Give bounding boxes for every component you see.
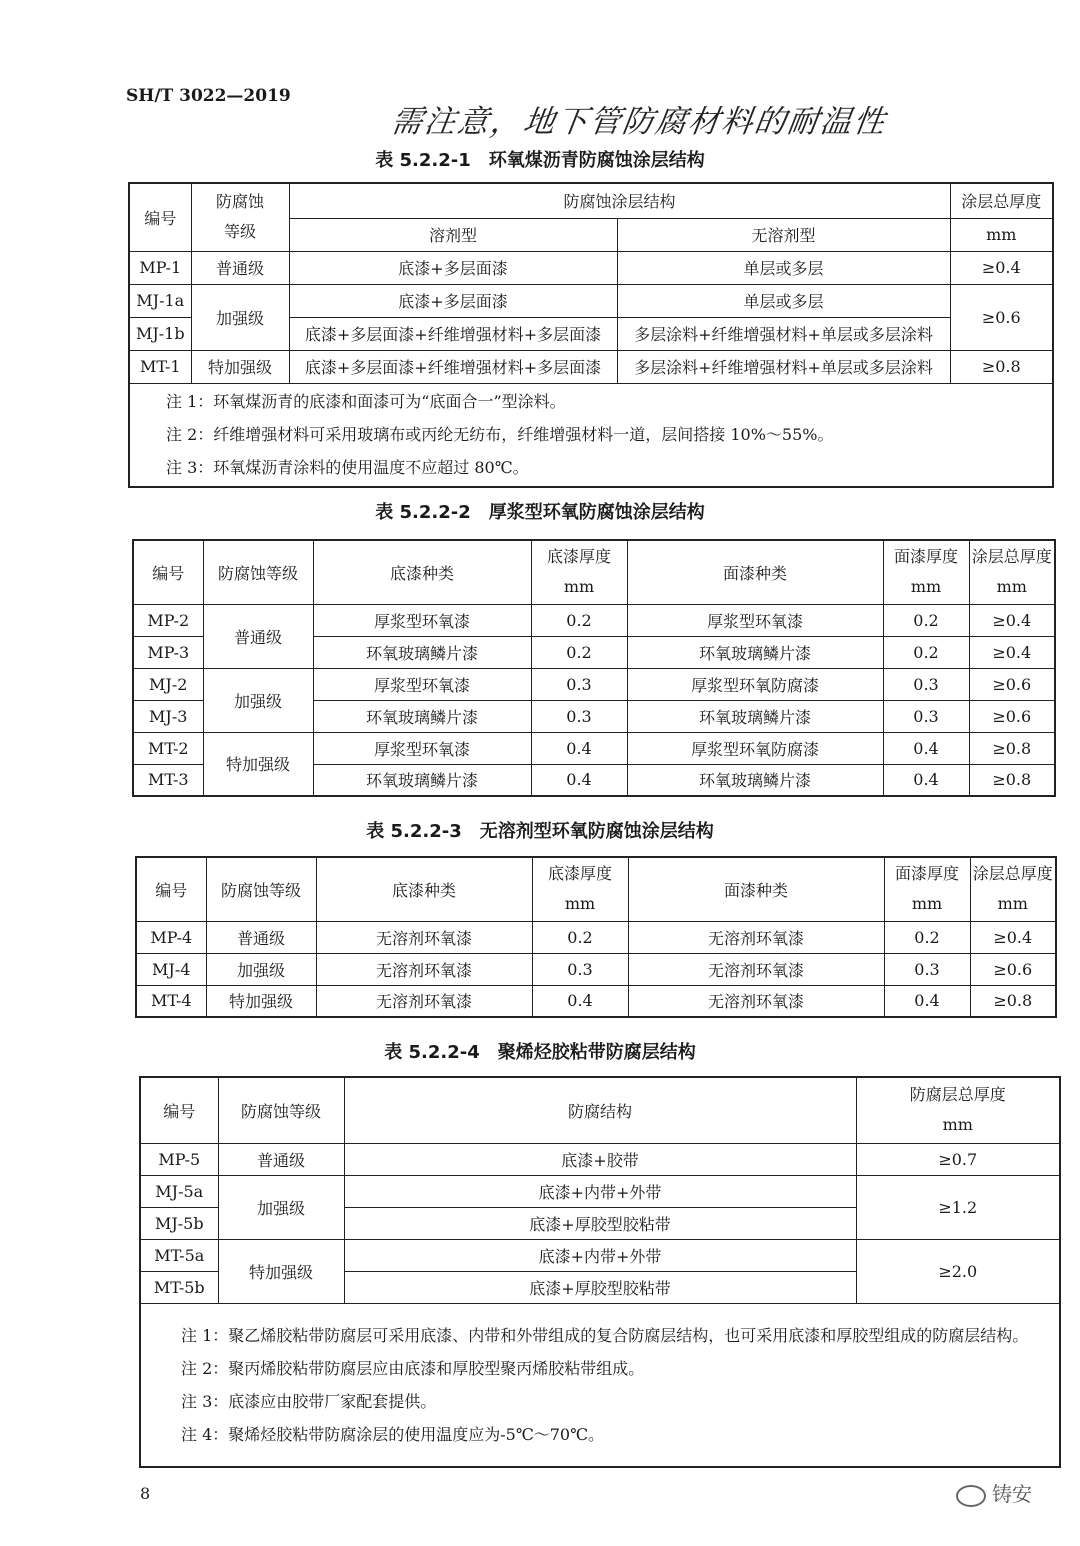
t2-h-unit: mm <box>563 577 595 597</box>
t3-h-top-thk <box>884 857 970 921</box>
table2-caption: 表 5.2.2-2 厚浆型环氧防腐蚀涂层结构 <box>375 502 705 523</box>
t1-h-total: 涂层总厚度 <box>950 183 1053 218</box>
table-cell: 0.4 <box>883 732 969 764</box>
t2-h-primer-thk <box>531 540 627 604</box>
t2-h-unit: mm <box>996 577 1027 597</box>
table-cell: ≥0.6 <box>950 284 1053 350</box>
table-cell: MJ-2 <box>133 668 203 700</box>
table-cell: 无溶剂环氧漆 <box>316 953 532 985</box>
table-cell: 0.4 <box>883 764 969 796</box>
t2-h-total <box>969 540 1055 604</box>
t3-h-unit: mm <box>564 894 596 914</box>
table-cell: 底漆+内带+外带 <box>344 1175 856 1207</box>
table-cell: MP-3 <box>133 636 203 668</box>
t1-notes <box>129 383 1053 487</box>
table-cell: 底漆+胶带 <box>344 1143 856 1175</box>
table-cell: 单层或多层 <box>617 251 950 284</box>
t2-h-primer-thk-label: 底漆厚度 <box>546 547 611 567</box>
t3-h-top-thk-label: 面漆厚度 <box>894 864 959 884</box>
table-cell: 无溶剂环氧漆 <box>316 921 532 953</box>
t3-h-id: 编号 <box>136 857 206 921</box>
t3-h-grade: 防腐蚀等级 <box>206 857 316 921</box>
table-cell: 普通级 <box>191 251 289 284</box>
t4-h-unit: mm <box>942 1115 973 1135</box>
table-cell: 环氧玻璃鳞片漆 <box>313 764 531 796</box>
t4-h-structure: 防腐结构 <box>344 1077 856 1143</box>
table-cell: 0.2 <box>532 921 628 953</box>
t2-h-primer: 底漆种类 <box>313 540 531 604</box>
t4-h-grade: 防腐蚀等级 <box>218 1077 344 1143</box>
table-cell: 环氧玻璃鳞片漆 <box>627 636 883 668</box>
table-cell: 厚浆型环氧漆 <box>627 604 883 636</box>
t1-h-id: 编号 <box>129 183 191 251</box>
table-cell: MJ-1b <box>129 317 191 350</box>
table-cell: MJ-4 <box>136 953 206 985</box>
table-cell: 厚浆型环氧漆 <box>313 732 531 764</box>
t2-h-unit: mm <box>910 577 942 597</box>
note: 注 1：聚乙烯胶粘带防腐层可采用底漆、内带和外带组成的复合防腐层结构，也可采用底漆和厚胶型组成的防腐层结构。 <box>181 1325 1029 1345</box>
t4-notes <box>140 1303 1060 1467</box>
table-cell: 0.3 <box>531 700 627 732</box>
table3 <box>135 856 1057 1018</box>
standard-code: SH/T 3022—2019 <box>126 86 291 106</box>
table-cell: MJ-5b <box>140 1207 218 1239</box>
table-cell: 底漆+多层面漆 <box>289 251 617 284</box>
t3-h-total-label: 涂层总厚度 <box>972 864 1053 884</box>
table-cell: ≥0.6 <box>970 953 1056 985</box>
table-cell: MT-5a <box>140 1239 218 1271</box>
t3-h-total <box>970 857 1056 921</box>
table-cell: 厚浆型环氧漆 <box>313 668 531 700</box>
table-cell: MT-2 <box>133 732 203 764</box>
table-cell: 0.3 <box>883 700 969 732</box>
table-cell: 0.3 <box>532 953 628 985</box>
table-cell: MJ-1a <box>129 284 191 317</box>
table-cell: ≥0.4 <box>969 636 1055 668</box>
table-cell: 0.2 <box>883 604 969 636</box>
table-cell: MT-5b <box>140 1271 218 1303</box>
table-cell: 0.2 <box>884 921 970 953</box>
table-cell: 厚浆型环氧防腐漆 <box>627 668 883 700</box>
t1-h-structure: 防腐蚀涂层结构 <box>289 183 950 218</box>
table-cell: 无溶剂环氧漆 <box>316 985 532 1017</box>
watermark-text: 铸安 <box>992 1482 1032 1506</box>
table-cell: 0.2 <box>531 636 627 668</box>
table-cell: 0.4 <box>532 985 628 1017</box>
table-cell: 单层或多层 <box>617 284 950 317</box>
table-cell: 普通级 <box>206 921 316 953</box>
table-cell: 加强级 <box>191 284 289 350</box>
table-cell: MJ-3 <box>133 700 203 732</box>
table-cell: 底漆+内带+外带 <box>344 1239 856 1271</box>
table-cell: 0.3 <box>883 668 969 700</box>
table-cell: ≥0.8 <box>969 732 1055 764</box>
table-cell: 特加强级 <box>206 985 316 1017</box>
table-cell: MT-1 <box>129 350 191 383</box>
note: 注 3：底漆应由胶带厂家配套提供。 <box>181 1391 437 1411</box>
t1-h-grade-line1: 防腐蚀 <box>215 192 264 212</box>
t1-h-solvent: 溶剂型 <box>289 218 617 251</box>
t3-h-primer-thk-label: 底漆厚度 <box>547 864 612 884</box>
table-cell: 普通级 <box>203 604 313 668</box>
table-cell: MP-4 <box>136 921 206 953</box>
table-cell: 环氧玻璃鳞片漆 <box>627 700 883 732</box>
t4-h-total-label: 防腐层总厚度 <box>909 1085 1006 1105</box>
table-cell: MJ-5a <box>140 1175 218 1207</box>
t4-h-total <box>856 1077 1060 1143</box>
wechat-icon <box>956 1485 986 1507</box>
table-cell: 0.3 <box>884 953 970 985</box>
table3-caption: 表 5.2.2-3 无溶剂型环氧防腐蚀涂层结构 <box>366 821 714 842</box>
t2-h-grade: 防腐蚀等级 <box>203 540 313 604</box>
t1-h-nosolvent: 无溶剂型 <box>617 218 950 251</box>
table-cell: ≥0.8 <box>970 985 1056 1017</box>
table-cell: 加强级 <box>218 1175 344 1239</box>
table-cell: 0.2 <box>531 604 627 636</box>
t3-h-top: 面漆种类 <box>628 857 884 921</box>
table-cell: ≥0.8 <box>950 350 1053 383</box>
table-cell: 0.4 <box>884 985 970 1017</box>
table-cell: ≥0.8 <box>969 764 1055 796</box>
table1-caption: 表 5.2.2-1 环氧煤沥青防腐蚀涂层结构 <box>375 150 705 171</box>
table-cell: 普通级 <box>218 1143 344 1175</box>
t1-h-grade <box>191 183 289 251</box>
t3-h-unit: mm <box>997 894 1028 914</box>
t2-h-total-label: 涂层总厚度 <box>971 547 1052 567</box>
t2-h-top-thk-label: 面漆厚度 <box>893 547 958 567</box>
t2-h-id: 编号 <box>133 540 203 604</box>
t2-h-top-thk <box>883 540 969 604</box>
t4-h-id: 编号 <box>140 1077 218 1143</box>
table-cell: 0.4 <box>531 732 627 764</box>
table-cell: 无溶剂环氧漆 <box>628 985 884 1017</box>
table-cell: ≥0.6 <box>969 668 1055 700</box>
table-cell: 厚浆型环氧漆 <box>313 604 531 636</box>
table-cell: ≥2.0 <box>856 1239 1060 1303</box>
table-cell: ≥1.2 <box>856 1175 1060 1239</box>
table-cell: 底漆+厚胶型胶粘带 <box>344 1207 856 1239</box>
t1-h-unit: mm <box>950 218 1053 251</box>
table-cell: ≥0.4 <box>950 251 1053 284</box>
note: 注 3：环氧煤沥青涂料的使用温度不应超过 80℃。 <box>166 458 529 478</box>
t3-h-primer: 底漆种类 <box>316 857 532 921</box>
table-cell: ≥0.4 <box>969 604 1055 636</box>
note: 注 2：纤维增强材料可采用玻璃布或丙纶无纺布，纤维增强材料一道，层间搭接 10%～55%。 <box>166 425 834 445</box>
table-cell: ≥0.7 <box>856 1143 1060 1175</box>
table-cell: 底漆+多层面漆 <box>289 284 617 317</box>
table-cell: ≥0.4 <box>970 921 1056 953</box>
t3-h-unit: mm <box>911 894 943 914</box>
table-cell: 环氧玻璃鳞片漆 <box>313 700 531 732</box>
table2 <box>132 539 1056 797</box>
table-cell: 多层涂料+纤维增强材料+单层或多层涂料 <box>617 350 950 383</box>
table-cell: 特加强级 <box>191 350 289 383</box>
table-cell: 无溶剂环氧漆 <box>628 953 884 985</box>
note: 注 4：聚烯烃胶粘带防腐涂层的使用温度应为-5℃～70℃。 <box>181 1424 605 1444</box>
t3-h-primer-thk <box>532 857 628 921</box>
page-number: 8 <box>140 1484 151 1503</box>
note: 注 1：环氧煤沥青的底漆和面漆可为“底面合一”型涂料。 <box>166 392 566 412</box>
table-cell: 厚浆型环氧防腐漆 <box>627 732 883 764</box>
table4-caption: 表 5.2.2-4 聚烯烃胶粘带防腐层结构 <box>384 1042 696 1063</box>
table-cell: 特加强级 <box>203 732 313 796</box>
table-cell: 特加强级 <box>218 1239 344 1303</box>
table-cell: 0.3 <box>531 668 627 700</box>
table-cell: 0.2 <box>883 636 969 668</box>
table4 <box>139 1076 1061 1468</box>
t2-h-top: 面漆种类 <box>627 540 883 604</box>
table-cell: 环氧玻璃鳞片漆 <box>627 764 883 796</box>
t1-h-grade-line2: 等级 <box>223 222 256 242</box>
table-cell: 无溶剂环氧漆 <box>628 921 884 953</box>
note: 注 2：聚丙烯胶粘带防腐层应由底漆和厚胶型聚丙烯胶粘带组成。 <box>181 1358 645 1378</box>
table-cell: ≥0.6 <box>969 700 1055 732</box>
table-cell: 0.4 <box>531 764 627 796</box>
table-cell: 底漆+厚胶型胶粘带 <box>344 1271 856 1303</box>
table-cell: MP-2 <box>133 604 203 636</box>
table-cell: MP-5 <box>140 1143 218 1175</box>
table-cell: 加强级 <box>206 953 316 985</box>
table-cell: 底漆+多层面漆+纤维增强材料+多层面漆 <box>289 350 617 383</box>
table-cell: 底漆+多层面漆+纤维增强材料+多层面漆 <box>289 317 617 350</box>
handwritten-note: 需注意，地下管防腐材料的耐温性 <box>388 104 890 140</box>
table-cell: 环氧玻璃鳞片漆 <box>313 636 531 668</box>
watermark <box>956 1478 1032 1507</box>
table-cell: 多层涂料+纤维增强材料+单层或多层涂料 <box>617 317 950 350</box>
table-cell: MT-3 <box>133 764 203 796</box>
table-cell: MP-1 <box>129 251 191 284</box>
table-cell: 加强级 <box>203 668 313 732</box>
table1 <box>128 182 1054 488</box>
table-cell: MT-4 <box>136 985 206 1017</box>
